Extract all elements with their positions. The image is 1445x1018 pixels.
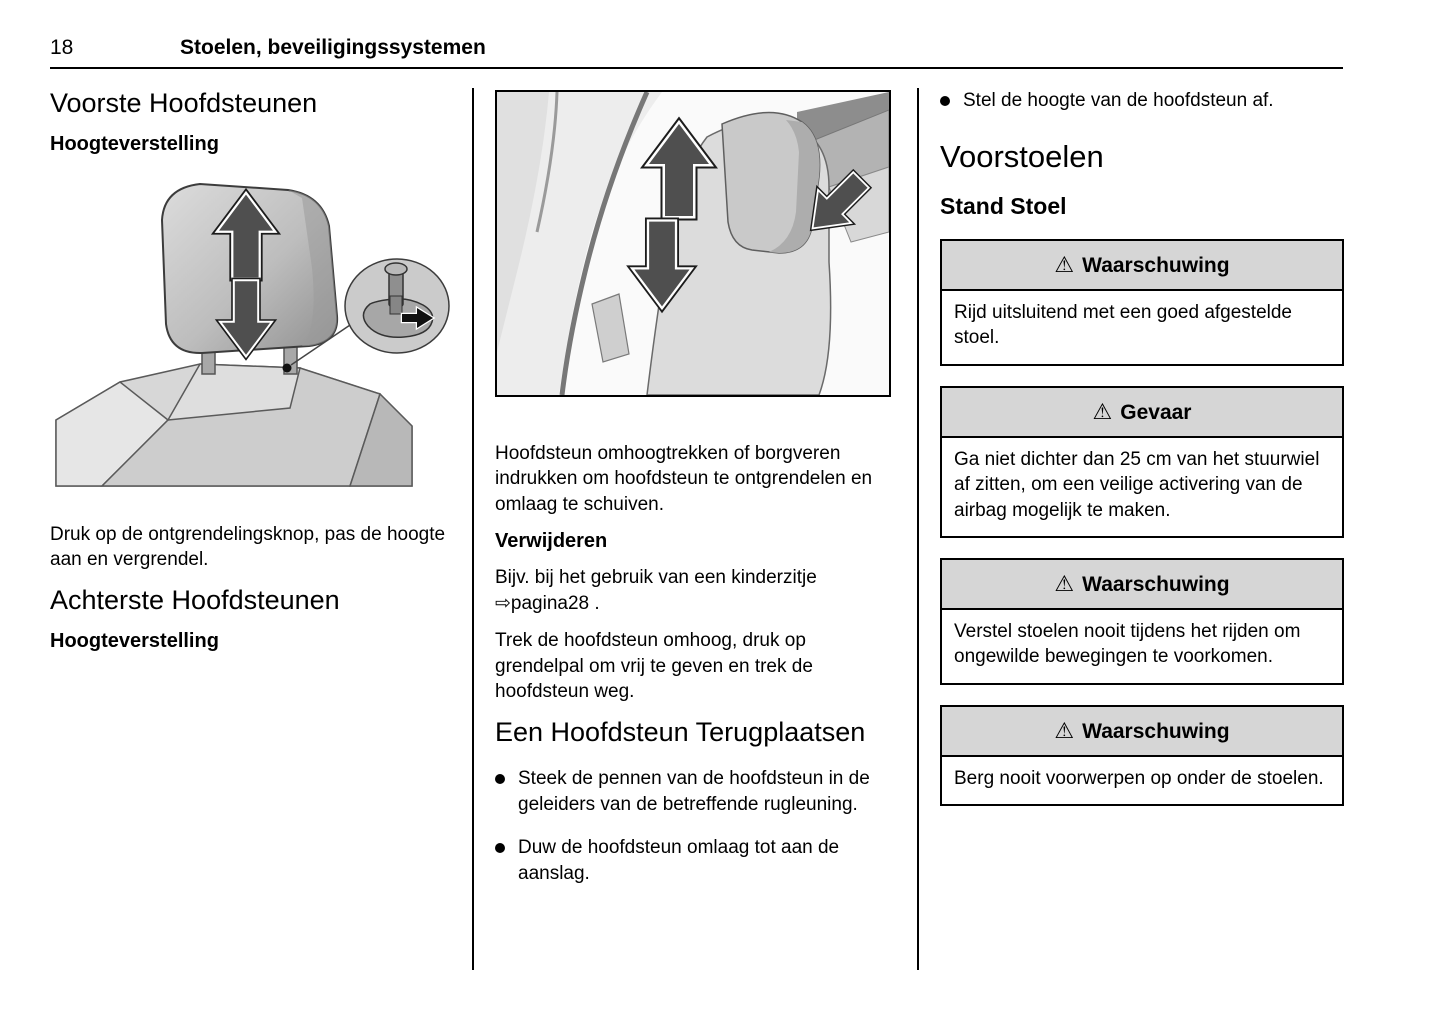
page-reference-link: ⇨pagina28 . <box>495 592 600 614</box>
bullet-icon <box>495 774 505 784</box>
middle-column <box>495 88 891 904</box>
left-column <box>50 88 456 665</box>
bullet-text-push-down: Duw de hoofdsteun omlaag tot aan de aanslag. <box>518 837 840 884</box>
warning-body: Rijd uitsluitend met een goed afgestelde stoel. <box>954 301 1293 349</box>
warning-title: Waarschuwing <box>1082 253 1230 277</box>
list-item <box>495 835 891 886</box>
para-remove-intro-text: Bijv. bij het gebruik van een kinderzitje <box>495 567 817 589</box>
para-headrest-adjust: Druk op de ontgrendelingsknop, pas de hoogte aan en vergrendel. <box>50 523 446 571</box>
column-divider <box>472 88 474 970</box>
subheading-verwijderen: Verwijderen <box>495 530 608 553</box>
figure-front-headrest <box>50 168 456 488</box>
subheading-hoogteverstelling-rear: Hoogteverstelling <box>50 629 219 652</box>
bullet-text-adjust-height: Stel de hoogte van de hoofdsteun af. <box>963 90 1274 111</box>
seat-shape <box>56 364 412 486</box>
rear-headrest-illustration <box>497 92 889 395</box>
warning-icon: ⚠ <box>1054 570 1075 596</box>
warning-box-header <box>942 560 1342 610</box>
warning-title: Waarschuwing <box>1082 572 1230 596</box>
warning-title: Waarschuwing <box>1082 719 1230 743</box>
warning-icon: ⚠ <box>1092 398 1113 424</box>
heading-een-hoofdsteun-terugplaatsen: Een Hoofdsteun Terugplaatsen <box>495 716 866 747</box>
warning-body: Berg nooit voorwerpen op onder de stoelen. <box>954 767 1324 789</box>
warning-icon: ⚠ <box>1054 251 1075 277</box>
para-remove-intro <box>495 565 891 616</box>
subheading-hoogteverstelling-front: Hoogteverstelling <box>50 132 219 155</box>
warning-body: Verstel stoelen nooit tijdens het rijden om ongewilde bewegingen te voorkomen. <box>954 620 1301 668</box>
chapter-title: Stoelen, beveiligingssystemen <box>180 36 486 59</box>
list-item <box>940 88 1344 113</box>
column-divider <box>917 88 919 970</box>
heading-achterste-hoofdsteunen: Achterste Hoofdsteunen <box>50 584 340 615</box>
page-header <box>50 36 1343 69</box>
bullet-icon <box>940 96 950 106</box>
para-headrest-release: Hoofdsteun omhoogtrekken of borgveren indrukken om hoofdsteun te ontgrendelen en omlaag te schuiven. <box>495 443 873 515</box>
subheading-stand-stoel: Stand Stoel <box>940 193 1067 220</box>
bullet-icon <box>495 843 505 853</box>
right-column <box>940 88 1344 826</box>
warning-box-header <box>942 707 1342 757</box>
warning-box-2 <box>940 558 1344 685</box>
warning-box-3 <box>940 705 1344 806</box>
danger-body: Ga niet dichter dan 25 cm van het stuurwiel af zitten, om een veilige activering van de airbag mogelijk te maken. <box>954 448 1320 521</box>
warning-box-header <box>942 241 1342 291</box>
page-number: 18 <box>50 36 74 59</box>
warning-box-1 <box>940 239 1344 366</box>
danger-box <box>940 386 1344 538</box>
heading-voorste-hoofdsteunen: Voorste Hoofdsteunen <box>50 88 318 118</box>
danger-title: Gevaar <box>1120 400 1192 424</box>
warning-icon: ⚠ <box>1054 717 1075 743</box>
front-headrest-illustration <box>50 168 456 488</box>
para-remove-steps: Trek de hoofdsteun omhoog, druk op grendelpal om vrij te geven en trek de hoofdsteun weg. <box>495 630 813 703</box>
heading-voorstoelen: Voorstoelen <box>940 139 1104 175</box>
bullet-text-insert-pins: Steek de pennen van de hoofdsteun in de geleiders van de betreffende rugleuning. <box>518 768 870 815</box>
danger-box-header <box>942 388 1342 438</box>
figure-rear-headrest <box>495 90 891 397</box>
list-item <box>495 766 891 817</box>
